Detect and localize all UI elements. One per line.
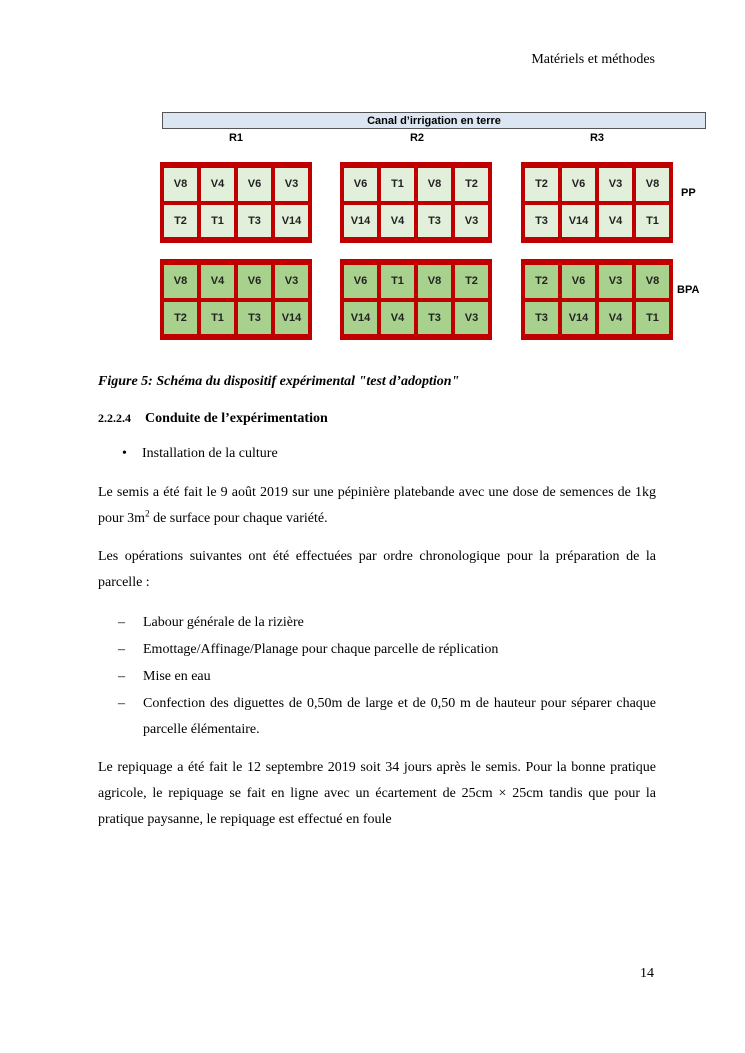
plot-cell: V8 <box>636 265 669 298</box>
row-label-pp: PP <box>681 187 696 199</box>
list-item: – Mise en eau <box>98 664 656 690</box>
plot-cell: V14 <box>562 302 595 335</box>
plot-cell: V4 <box>201 168 234 201</box>
plot-cell: V14 <box>275 302 308 335</box>
irrigation-canal: Canal d’irrigation en terre <box>162 112 706 129</box>
replication-label-r1: R1 <box>228 132 244 144</box>
plot-cell: T2 <box>455 265 488 298</box>
plot-cell: V3 <box>455 302 488 335</box>
bullet-icon: • <box>122 446 127 461</box>
section-number: 2.2.2.4 <box>98 411 131 425</box>
paragraph-text: de surface pour chaque variété. <box>149 511 328 526</box>
plot-block-r3-bpa <box>521 259 673 340</box>
plot-block-r1-pp <box>160 162 312 243</box>
plot-cell: V6 <box>238 265 271 298</box>
plot-cell: T2 <box>455 168 488 201</box>
plot-cell: T1 <box>636 205 669 238</box>
plot-cell: V3 <box>455 205 488 238</box>
superscript: 2 <box>145 508 150 519</box>
plot-cell: T2 <box>525 265 558 298</box>
plot-cell: T1 <box>201 205 234 238</box>
list-item: – Emottage/Affinage/Planage pour chaque parcelle de réplication <box>98 637 656 663</box>
plot-block-r3-pp <box>521 162 673 243</box>
plot-cell: T2 <box>164 205 197 238</box>
plot-cell: V8 <box>164 265 197 298</box>
plot-cell: T2 <box>164 302 197 335</box>
plot-cell: T1 <box>636 302 669 335</box>
plot-cell: T3 <box>238 205 271 238</box>
plot-cell: V8 <box>636 168 669 201</box>
plot-cell: V4 <box>201 265 234 298</box>
plot-cell: V8 <box>164 168 197 201</box>
plot-cell: T3 <box>525 205 558 238</box>
plot-cell: V3 <box>275 265 308 298</box>
plot-cell: T3 <box>238 302 271 335</box>
plot-cell: V4 <box>599 205 632 238</box>
plot-cell: V4 <box>599 302 632 335</box>
plot-cell: V14 <box>562 205 595 238</box>
plot-cell: V6 <box>344 168 377 201</box>
plot-block-r2-pp <box>340 162 492 243</box>
plot-cell: V14 <box>344 302 377 335</box>
plot-cell: V6 <box>344 265 377 298</box>
plot-cell: V14 <box>275 205 308 238</box>
paragraph-sowing <box>98 480 656 532</box>
plot-cell: T3 <box>525 302 558 335</box>
section-title: Conduite de l’expérimentation <box>145 411 328 426</box>
plot-cell: T1 <box>381 168 414 201</box>
plot-block-r2-bpa <box>340 259 492 340</box>
plot-cell: V3 <box>599 265 632 298</box>
plot-cell: V3 <box>275 168 308 201</box>
plot-cell: T2 <box>525 168 558 201</box>
bullet-text: Installation de la culture <box>142 446 278 461</box>
plot-cell: T3 <box>418 205 451 238</box>
plot-cell: T1 <box>381 265 414 298</box>
list-item: – Labour générale de la rizière <box>98 610 656 636</box>
section-heading <box>98 411 328 427</box>
figure-caption: Figure 5: Schéma du dispositif expérimental "test d’adoption" <box>98 374 460 389</box>
plot-cell: V8 <box>418 168 451 201</box>
plot-cell: V6 <box>238 168 271 201</box>
operations-list <box>98 610 656 744</box>
plot-cell: T1 <box>201 302 234 335</box>
plot-cell: V6 <box>562 265 595 298</box>
paragraph-operations-intro: Les opérations suivantes ont été effectuées par ordre chronologique pour la préparation de la parcelle : <box>98 549 656 590</box>
plot-cell: V14 <box>344 205 377 238</box>
paragraph-text: Le semis a été fait le 9 août 2019 sur une pépinière platebande avec une dose de semences de 1kg pour 3m <box>98 485 656 526</box>
plot-cell: V4 <box>381 205 414 238</box>
replication-label-r3: R3 <box>589 132 605 144</box>
plot-cell: V8 <box>418 265 451 298</box>
bullet-item <box>122 446 278 462</box>
plot-cell: V4 <box>381 302 414 335</box>
plot-cell: V3 <box>599 168 632 201</box>
page-header: Matériels et méthodes <box>531 52 655 67</box>
replication-label-r2: R2 <box>409 132 425 144</box>
plot-cell: T3 <box>418 302 451 335</box>
page-number: 14 <box>640 966 654 981</box>
row-label-bpa: BPA <box>677 284 700 296</box>
plot-block-r1-bpa <box>160 259 312 340</box>
list-item: – Confection des diguettes de 0,50m de large et de 0,50 m de hauteur pour séparer chaque parcelle élémentaire. <box>98 691 656 743</box>
plot-cell: V6 <box>562 168 595 201</box>
paragraph-transplanting: Le repiquage a été fait le 12 septembre 2019 soit 34 jours après le semis. Pour la bonne pratique agricole, le repiquage se fait en ligne avec un écartement de 25cm × 25cm tandis que pour la pratique paysanne, le repiquage est effectué en foule <box>98 760 656 827</box>
